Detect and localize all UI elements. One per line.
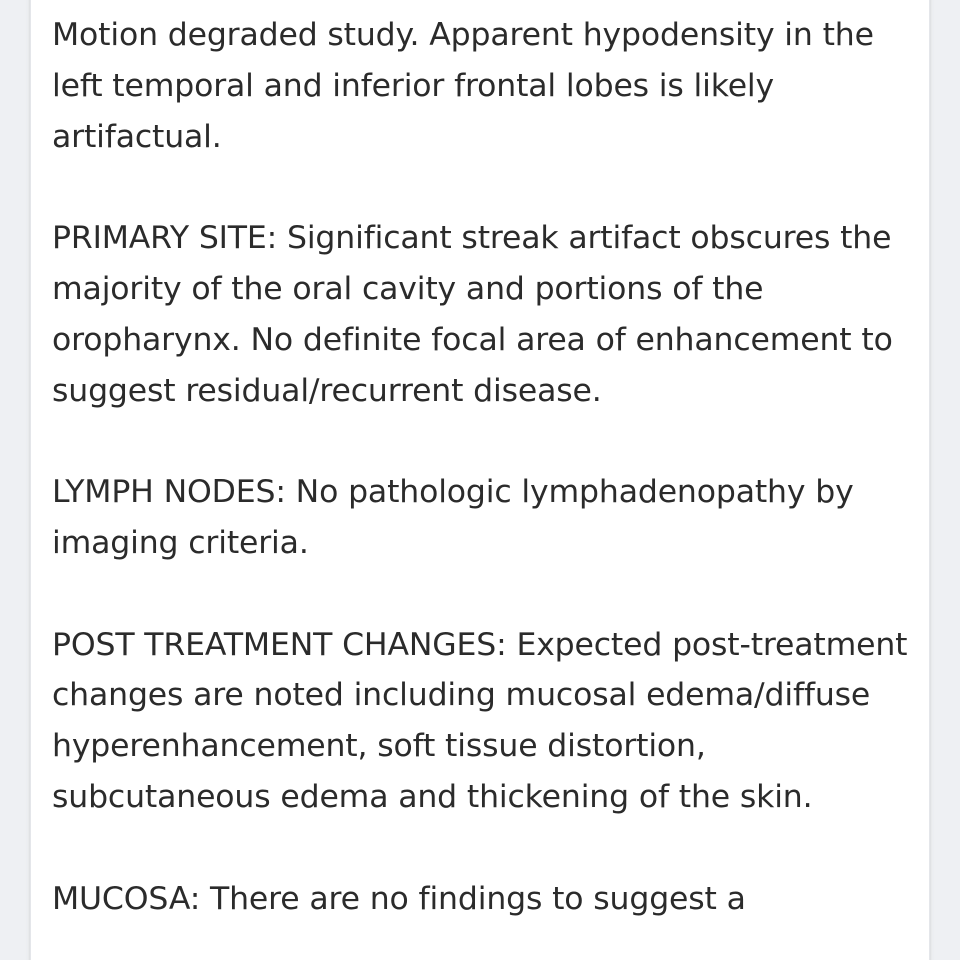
report-paragraph-mucosa: MUCOSA: There are no findings to suggest a bbox=[52, 880, 746, 917]
report-paragraph-primary-site: PRIMARY SITE: Significant streak artifact obscures the majority of the oral cavity and portions of the oropharynx. No definite focal area of enhancement to suggest residual/recurrent disease. bbox=[52, 220, 893, 409]
report-body bbox=[52, 10, 918, 960]
report-paragraph-lymph-nodes: LYMPH NODES: No pathologic lymphadenopathy by imaging criteria. bbox=[52, 474, 854, 561]
report-paragraph-findings: Motion degraded study. Apparent hypodensity in the left temporal and inferior frontal lobes is likely artifactual. bbox=[52, 17, 874, 155]
report-paragraph-post-treatment: POST TREATMENT CHANGES: Expected post-treatment changes are noted including mucosal edema/diffuse hyperenhancement, soft tissue distortion, subcutaneous edema and thickening of the skin. bbox=[52, 626, 908, 815]
